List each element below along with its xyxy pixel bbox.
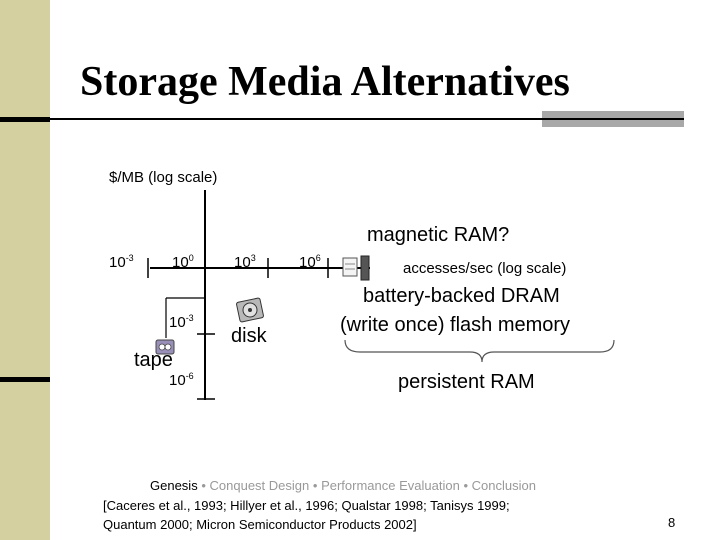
disk-drive-icon bbox=[236, 298, 264, 323]
x-tick-label-6: $10^6$ bbox=[299, 253, 321, 271]
citation-line-1: [Caceres et al., 1993; Hillyer et al., 1996; Qualstar 1998; Tanisys 1999; bbox=[103, 498, 510, 513]
x-tick-label-0: $10^0$ bbox=[172, 253, 194, 271]
x-tick-label-3: $10^3$ bbox=[234, 253, 256, 271]
persistent-ram-label: persistent RAM bbox=[398, 371, 535, 393]
nav-separator: • bbox=[201, 478, 206, 493]
y-tick-label-minus3: $10^{-3}$ bbox=[169, 313, 194, 331]
x-axis-label: accesses/sec (log scale) bbox=[403, 260, 567, 277]
y-tick-label-minus6: $10^{-6}$ bbox=[169, 371, 194, 389]
magnetic-ram-label: magnetic RAM? bbox=[367, 224, 510, 246]
y-axis-label: $/MB (log scale) bbox=[109, 169, 218, 186]
slide-title: Storage Media Alternatives bbox=[80, 59, 570, 105]
page-number: 8 bbox=[668, 515, 676, 530]
nav-separator: • bbox=[312, 478, 318, 493]
citation bbox=[103, 496, 510, 534]
tape-label: tape bbox=[134, 349, 173, 371]
nav-item-genesis[interactable]: Genesis bbox=[150, 478, 198, 493]
nav-item-conclusion[interactable]: Conclusion bbox=[471, 478, 536, 493]
battery-dram-label: battery-backed DRAM bbox=[363, 285, 560, 307]
memory-chip-icon bbox=[343, 256, 369, 280]
persistent-ram-brace bbox=[345, 340, 614, 362]
disk-label: disk bbox=[231, 325, 267, 347]
nav-item-performance-evaluation[interactable]: Performance Evaluation bbox=[321, 478, 460, 493]
y-tick-label-top: $10^{-3}$ bbox=[109, 253, 134, 271]
nav-item-conquest-design[interactable]: Conquest Design bbox=[209, 478, 310, 493]
citation-line-2: Quantum 2000; Micron Semiconductor Products 2002] bbox=[103, 517, 417, 532]
flash-memory-label: (write once) flash memory bbox=[340, 314, 571, 336]
nav-separator: • bbox=[463, 478, 468, 493]
footer-nav bbox=[150, 478, 536, 493]
